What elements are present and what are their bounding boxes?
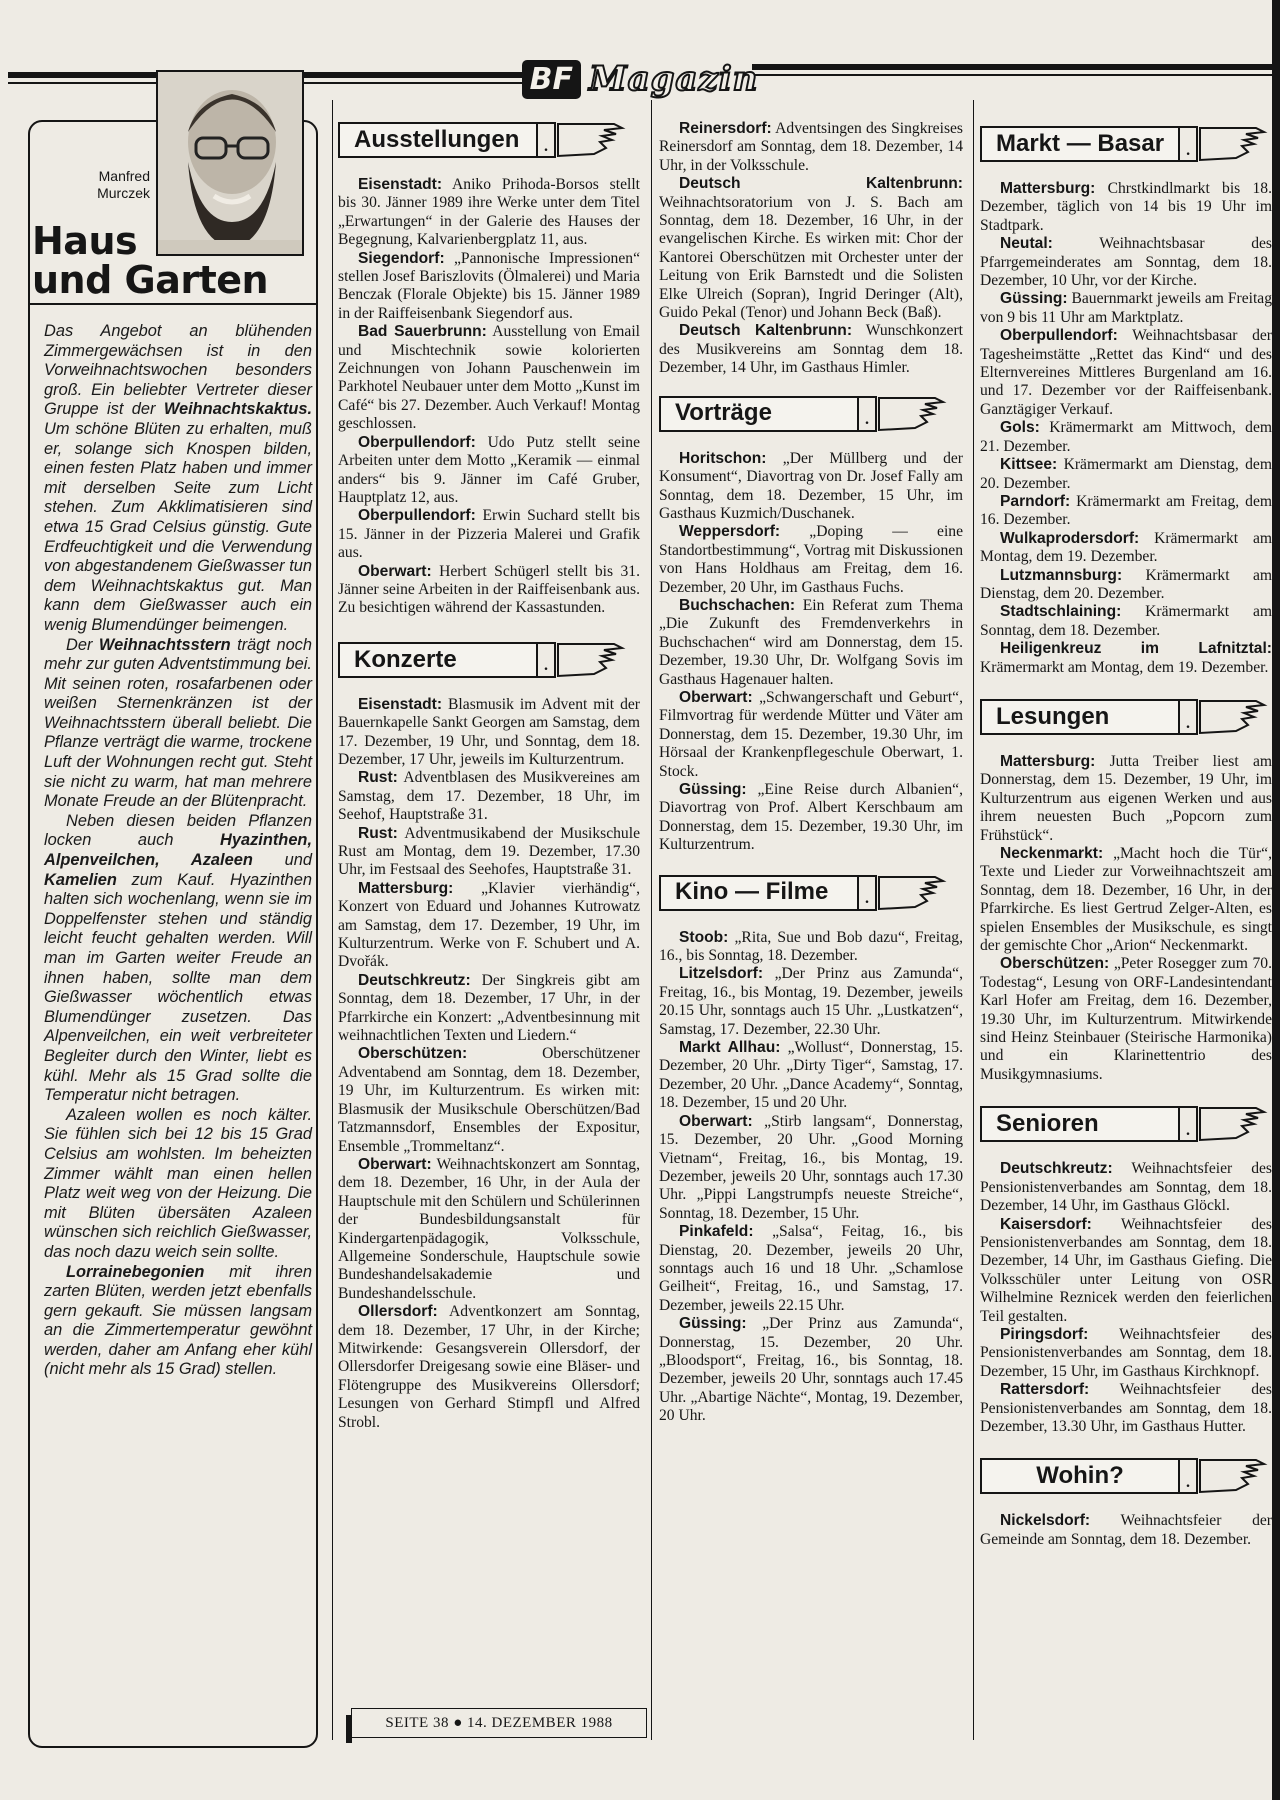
kino-list <box>659 929 963 1426</box>
event-entry <box>338 696 640 770</box>
event-text: „Salsa“, Feitag, 16., bis Dienstag, 20. Dezember, jeweils 20 Uhr, sonntags auch 16 und 18 Uhr. „Schamlose Geilheit“, Freitag, 16., und Samstag, 17. Dezember, jeweils 22.15 Uhr. <box>659 1223 963 1314</box>
event-text: Ein Referat zum Thema „Die Zukunft des Fremdenverkehrs in Buchschachen“ wird am Donnerstag, dem 15. Dezember, 19.30 Uhr, Dr. Wolfgang Sovis im Gasthaus Hagenauer halten. <box>659 596 963 688</box>
event-entry <box>980 180 1272 235</box>
feature-paragraph: Lorrainebegonien mit ihren zarten Blüten, werden jetzt ebenfalls gern gekauft. Sie müssen langsam an die Zimmertemperatur gewöhnt werden, daher am Anfang eher kühl (nicht mehr als 15 Grad) stellen. <box>44 1262 312 1379</box>
event-entry <box>980 1326 1272 1381</box>
section-dot: . <box>859 875 877 911</box>
event-place: Litzelsdorf: <box>679 965 764 983</box>
event-entry <box>659 965 963 1039</box>
event-entry <box>659 1223 963 1315</box>
feature-title: Haus und Garten <box>32 219 269 302</box>
event-text: Weihnachtsoratorium von J. S. Bach am Sonntag, dem 18. Dezember, 16 Uhr, in der evangelischen Kirche. Es wirken mit: Chor der Kantorei Oberschützen mit Orchester unter der Leitung von Erik Barnstedt und die Solisten Elke Ulreich (Sopran), Ingrid Deringer (Alt), Guido Pekal (Tenor) und Johann Beck (Baß). <box>659 193 963 322</box>
event-entry <box>659 120 963 175</box>
event-entry <box>338 1303 640 1432</box>
konzerte-continued-list <box>659 120 963 378</box>
wohin-list <box>980 1512 1272 1549</box>
section-dot: . <box>1180 699 1198 735</box>
masthead-rule-right <box>752 64 1272 70</box>
section-dot: . <box>1180 1458 1198 1494</box>
event-text: „Der Prinz aus Zamunda“, Donnerstag, 15. Dezember, 20 Uhr. „Bloodsport“, Freitag, 16., bis Sonntag, 18. Dezember, jeweils 20 Uhr, sonntags auch 17.45 Uhr. „Abartige Nächte“, Montag, 19. Dezember, 20 Uhr. <box>659 1315 963 1425</box>
event-entry <box>980 1512 1272 1549</box>
event-place: Eisenstadt: <box>358 695 443 713</box>
event-entry <box>338 1156 640 1303</box>
event-entry <box>980 456 1272 493</box>
event-place: Güssing: <box>679 1315 747 1333</box>
title-underline <box>28 303 318 305</box>
event-place: Reinersdorf: <box>679 120 772 137</box>
event-place: Oberpullendorf: <box>1000 327 1118 345</box>
event-text: Krämermarkt am Sonntag, dem 18. Dezember. <box>980 603 1272 639</box>
event-place: Oberpullendorf: <box>358 507 476 525</box>
event-text: „Stirb langsam“, Donnerstag, 15. Dezember, 20 Uhr. „Good Morning Vietnam“, Freitag, 16., bis Montag, 19. Dezember, jeweils 20 Uhr, sonntags auch 17.30 Uhr. „Pippi Langstrumpfs neueste Streiche“, Sonntag, 18. Dezember, 15 Uhr. <box>659 1112 963 1222</box>
event-entry <box>659 175 963 322</box>
event-text: Weihnachtskonzert am Sonntag, dem 18. Dezember, 16 Uhr, in der Aula der Hauptschule mit den Schülern und Schülerinnen der Bundesbildungsanstalt für Kindergartenpädagogik, Volksschule, Allgemeine Sonderschule, Hauptschule sowie Bundeshandelsakademie und Bundeshandelsschule. <box>338 1155 640 1302</box>
event-entry <box>338 507 640 562</box>
section-heading: Lesungen <box>980 699 1180 735</box>
event-place: Buchschachen: <box>679 596 796 614</box>
event-entry <box>659 781 963 855</box>
event-text: „Der Prinz aus Zamunda“, Freitag, 16., bis Montag, 19. Dezember, jeweils 20.15 Uhr, sonntags auch 15 Uhr. „Lustkatzen“, Samstag, 17. Dezember, 22.30 Uhr. <box>659 965 963 1038</box>
event-entry <box>980 955 1272 1084</box>
event-text: Weihnachtsbasar des Pfarrgemeinderates am Sonntag, dem 18. Dezember, 10 Uhr, vor der Kirche. <box>980 235 1272 290</box>
section-header-markt <box>980 124 1272 164</box>
pointing-hand-icon <box>1198 1104 1268 1144</box>
event-place: Oberpullendorf: <box>358 433 476 451</box>
section-title: Magazin <box>588 59 759 99</box>
event-text: „Rita, Sue und Bob dazu“, Freitag, 16., bis Sonntag, 18. Dezember. <box>659 928 963 965</box>
section-heading: Vorträge <box>659 396 859 432</box>
event-text: Weihnachtsfeier der Gemeinde am Sonntag, dem 18. Dezember. <box>980 1512 1272 1548</box>
section-header-senioren <box>980 1104 1272 1144</box>
lesungen-list <box>980 753 1272 1084</box>
event-entry <box>980 603 1272 640</box>
event-place: Güssing: <box>679 781 747 798</box>
event-entry <box>980 530 1272 567</box>
event-text: Adventkonzert am Sonntag, dem 18. Dezember, 17 Uhr, in der Kirche; Mitwirkende: Gesangsverein Ollersdorf, der Ollersdorfer Dreigesang sowie eine Bläser- und Flötengruppe des Musikvereins Ollersdorf; Lesungen von Gerhard Stimpfl und Alfred Strobl. <box>338 1303 640 1431</box>
event-place: Piringsdorf: <box>1000 1325 1089 1343</box>
section-header-vortraege <box>659 394 963 434</box>
section-header-lesungen <box>980 697 1272 737</box>
event-place: Weppersdorf: <box>679 523 781 541</box>
section-heading: Ausstellungen <box>338 122 538 158</box>
event-place: Deutsch Kaltenbrunn: <box>679 322 853 340</box>
event-entry <box>980 640 1272 677</box>
event-text: Chrstkindlmarkt bis 18. Dezember, täglich von 14 bis 19 Uhr im Stadtpark. <box>980 180 1272 234</box>
event-entry <box>338 323 640 433</box>
event-entry <box>659 689 963 781</box>
pointing-hand-icon <box>556 640 626 680</box>
section-dot: . <box>538 122 556 158</box>
event-place: Oberwart: <box>358 562 432 580</box>
section-heading: Markt — Basar <box>980 126 1180 162</box>
feature-paragraph: Neben diesen beiden Pflanzen locken auch Hyazinthen, Alpenveilchen, Azaleen und Kamelien zum Kauf. Hyazinthen halten sich wochenlang, wenn sie im Doppelfenster stehen und ständig leicht feucht gehalten werden. Will man im Garten weiter Freude an ihnen haben, sollte man dem Gießwasser wöchentlich etwas Blumendünger zusetzen. Das Alpenveilchen, ein weit verbreiteter Begleiter durch den Winter, liebt es kühl. Mehr als 15 Grad sollte die Temperatur nicht betragen. <box>44 811 312 1105</box>
event-text: Weihnachtsfeier des Pensionistenverbandes am Sonntag, dem 18. Dezember, 15 Uhr, im Gasthaus Kirchknopf. <box>980 1325 1272 1380</box>
pointing-hand-icon <box>877 394 947 434</box>
event-entry <box>980 419 1272 456</box>
author-name: Manfred Murczek <box>97 168 150 201</box>
event-text: Bauernmarkt jeweils am Freitag von 9 bis 11 Uhr am Marktplatz. <box>980 290 1272 326</box>
event-place: Stadtschlaining: <box>1000 603 1122 621</box>
ausstellungen-list <box>338 176 640 618</box>
event-entry <box>980 1381 1272 1436</box>
event-entry <box>338 880 640 972</box>
event-entry <box>659 450 963 524</box>
event-text: Krämermarkt am Dienstag, dem 20. Dezember. <box>980 456 1272 492</box>
column-divider <box>973 100 974 1740</box>
event-place: Neckenmarkt: <box>1000 845 1104 862</box>
event-place: Lutzmannsburg: <box>1000 566 1123 584</box>
event-text: Wunschkonzert des Musikvereins am Sonntag dem 18. Dezember, 14 Uhr, im Gasthaus Himler. <box>659 322 963 377</box>
event-text: „Der Müllberg und der Konsument“, Diavortrag von Dr. Josef Fally am Sonntag, dem 18. Dezember, 15 Uhr, im Gasthaus Kuzmich/Duschanek. <box>659 449 963 522</box>
event-place: Gols: <box>1000 419 1040 437</box>
masthead-logo <box>529 54 759 104</box>
vortraege-list <box>659 450 963 855</box>
event-place: Güssing: <box>1000 290 1068 308</box>
event-text: Weihnachtsfeier des Pensionistenverbandes am Sonntag, dem 18. Dezember, 14 Uhr, im Gasthaus Glöckl. <box>980 1160 1272 1215</box>
event-place: Rattersdorf: <box>1000 1381 1090 1399</box>
column-3 <box>659 120 963 1426</box>
pointing-hand-icon <box>556 120 626 160</box>
section-heading: Senioren <box>980 1106 1180 1142</box>
event-text: Erwin Suchard stellt bis 15. Jänner in der Pizzeria Malerei und Grafik aus. <box>338 507 640 562</box>
event-entry <box>980 493 1272 530</box>
section-dot: . <box>1180 1106 1198 1142</box>
event-place: Horitschon: <box>679 449 767 467</box>
markt-list <box>980 180 1272 677</box>
event-place: Markt Allhau: <box>679 1039 781 1057</box>
event-text: „Pannonische Impressionen“ stellen Josef Bariszlovits (Ölmalerei) und Maria Benczak (Florale Objekte) bis 15. Jänner 1989 in der Raiffeisenbank Siegendorf aus. <box>338 249 640 322</box>
event-text: Krämermarkt am Dienstag, dem 20. Dezember. <box>980 566 1272 602</box>
event-place: Mattersburg: <box>1000 180 1096 197</box>
event-entry <box>980 1216 1272 1326</box>
event-text: Krämermarkt am Montag, dem 19. Dezember. <box>980 529 1272 566</box>
event-text: Aniko Prihoda-Borsos stellt bis 30. Jänner 1989 ihre Werke unter dem Titel „Erwartungen“ in der Galerie des Hauses der Begegnung, Kalvarienbergplatz 11, aus. <box>338 176 640 249</box>
page-footer: SEITE 38 ● 14. DEZEMBER 1988 <box>351 1708 647 1738</box>
konzerte-list <box>338 696 640 1432</box>
event-place: Wulkaprodersdorf: <box>1000 529 1140 547</box>
feature-body <box>44 322 312 1380</box>
event-place: Rust: <box>358 824 398 842</box>
event-place: Oberschützen: <box>1000 955 1110 973</box>
event-place: Oberschützen: <box>358 1045 468 1063</box>
event-place: Eisenstadt: <box>358 176 443 193</box>
pointing-hand-icon <box>1198 1456 1268 1496</box>
column-4 <box>980 120 1272 1750</box>
masthead-rule-right-thin <box>752 74 1272 76</box>
event-entry <box>338 176 640 250</box>
column-divider <box>332 100 333 1740</box>
feature-paragraph: Azaleen wollen es noch kälter. Sie fühlen sich bei 12 bis 15 Grad Celsius am wohlsten. Im beheizten Zimmer wählt man einen hellen Platz weit weg von der Heizung. Die mit Blüten übersäten Azaleen wünschen sich reichlich Gießwasser, das noch dazu weich sein sollte. <box>44 1105 312 1261</box>
event-entry <box>659 523 963 597</box>
senioren-list <box>980 1160 1272 1436</box>
section-header-wohin <box>980 1456 1272 1496</box>
event-place: Deutschkreutz: <box>1000 1160 1113 1178</box>
event-place: Parndorf: <box>1000 492 1071 510</box>
feature-paragraph: Der Weihnachtsstern trägt noch mehr zur guten Adventstimmung bei. Mit seinen roten, rosafarbenen oder weißen Sternenkränzen ist der Weihnachtsstern überall beliebt. Die Pflanze verträgt die warme, trockene Luft der Wohnungen recht gut. Steht sie nicht zu warm, hat man mehrere Monate Freude an der Blütenpracht. <box>44 635 312 811</box>
event-text: Adventblasen des Musikvereines am Samstag, dem 17. Dezember, 18 Uhr, im Seehof, Hauptstraße 31. <box>338 769 640 824</box>
pointing-hand-icon <box>1198 124 1268 164</box>
pointing-hand-icon <box>877 873 947 913</box>
section-header-kino <box>659 873 963 913</box>
event-entry <box>338 972 640 1046</box>
event-place: Rust: <box>358 769 398 787</box>
event-text: Krämermarkt am Montag, dem 19. Dezember. <box>980 658 1269 676</box>
event-text: Ausstellung von Email und Mischtechnik sowie kolorierten Zeichnungen von Johann Pauschenwein im Parkhotel Neubauer unter dem Motto „Kunst im Café“ bis 27. Dezember. Auch Verkauf! Montag geschlossen. <box>338 323 640 433</box>
section-header-ausstellungen <box>338 120 640 160</box>
event-entry <box>659 1113 963 1223</box>
section-dot: . <box>538 642 556 678</box>
event-place: Pinkafeld: <box>679 1223 754 1241</box>
event-place: Stoob: <box>679 928 729 946</box>
event-entry <box>659 322 963 377</box>
pointing-hand-icon <box>1198 697 1268 737</box>
event-text: Oberschützener Adventabend am Sonntag, dem 18. Dezember, 19 Uhr, im Kulturzentrum. Es wirken mit: Blasmusik der Musikschule Oberschützen/Bad Tatzmannsdorf, Ensembles der Expositur, Ensemble „Trommeltanz“. <box>338 1045 640 1155</box>
event-text: Jutta Treiber liest am Donnerstag, dem 15. Dezember, 19 Uhr, im Kulturzentrum aus eigenen Werken und aus ihrem neuesten Buch „Popcorn zum Frühstück“. <box>980 752 1272 844</box>
section-heading: Wohin? <box>980 1458 1180 1494</box>
event-entry <box>338 563 640 618</box>
event-text: Blasmusik im Advent mit der Bauernkapelle Sankt Georgen am Samstag, dem 17. Dezember, 19 Uhr, und Sonntag, dem 18. Dezember, 17 Uhr, jeweils im Kulturzentrum. <box>338 695 640 768</box>
event-text: Herbert Schügerl stellt bis 31. Jänner seine Arbeiten in der Raiffeisenbank aus. Zu besichtigen während der Kassastunden. <box>338 562 640 617</box>
event-text: Weihnachtsfeier des Pensionistenverbandes am Sonntag, dem 18. Dezember, 14 Uhr, im Gasthaus Giefing. Die Volksschüler unter Leitung von OSR Wilhelmine Reznicek werden den feierlichen Teil gestalten. <box>980 1215 1272 1325</box>
event-entry <box>338 434 640 508</box>
event-place: Siegendorf: <box>358 249 445 267</box>
column-divider <box>651 100 652 1740</box>
event-text: „Peter Rosegger zum 70. Todestag“, Lesung von ORF-Landesintendant Karl Hofer am Freitag, dem 16. Dezember, 19.30 Uhr, im Kulturzentrum. Mitwirkende sind Heinz Steinbauer (Steirische Harmonika) und ein Klarinettentrio des Musikgymnasiums. <box>980 955 1272 1083</box>
event-place: Ollersdorf: <box>358 1303 438 1321</box>
event-place: Oberwart: <box>679 688 753 706</box>
event-entry <box>659 1039 963 1113</box>
event-place: Heiligenkreuz im Lafnitztal: <box>1000 640 1272 658</box>
event-text: „Eine Reise durch Albanien“, Diavortrag von Prof. Albert Kerschbaum am Donnerstag, dem 15. Dezember, 19.30 Uhr, im Kulturzentrum. <box>659 781 963 854</box>
event-place: Bad Sauerbrunn: <box>358 323 487 341</box>
event-text: Weihnachtsfeier des Pensionistenverbandes am Sonntag, dem 18. Dezember, 13.30 Uhr, im Gasthaus Hutter. <box>980 1381 1272 1435</box>
event-entry <box>659 597 963 689</box>
section-heading: Kino — Filme <box>659 875 859 911</box>
event-text: „Doping — eine Standortbestimmung“, Vortrag mit Diskussionen von Hans Holdhaus am Freitag, dem 16. Dezember, 20 Uhr, im Gasthaus Fuchs. <box>659 523 963 596</box>
bf-logo: BF <box>522 60 581 99</box>
event-entry <box>659 929 963 966</box>
event-entry <box>659 1315 963 1425</box>
event-place: Oberwart: <box>679 1112 753 1130</box>
section-dot: . <box>859 396 877 432</box>
event-place: Mattersburg: <box>1000 752 1096 770</box>
event-text: Krämermarkt am Freitag, dem 16. Dezember. <box>980 492 1272 529</box>
event-entry <box>338 825 640 880</box>
feature-paragraph: Das Angebot an blühenden Zimmergewächsen ist in den Vorweihnachtswochen besonders groß. Ein beliebter Vertreter dieser Gruppe ist der Weihnachtskaktus. Um schöne Blüten zu erhalten, muß er, solange sich Knospen bilden, einen festen Platz haben und immer mit derselben Seite zum Licht stehen. Zum Akklimatisieren sind etwa 15 Grad Celsius günstig. Gute Erdfeuchtigkeit und die Verwendung von abgestandenem Gießwasser tun dem Weihnachtskaktus gut. Man kann dem Gießwasser auch ein wenig Blumendünger beimengen. <box>44 322 312 634</box>
event-text: „Wollust“, Donnerstag, 15. Dezember, 20 Uhr. „Dirty Tiger“, Samstag, 17. Dezember, 20 Uhr. „Dance Academy“, Sonntag, 18. Dezember, 15 und 20 Uhr. <box>659 1039 963 1112</box>
event-text: Udo Putz stellt seine Arbeiten unter dem Motto „Keramik — einmal anders“ bis 9. Jänner im Café Gruber, Hauptplatz 12, aus. <box>338 433 640 506</box>
event-entry <box>980 845 1272 955</box>
event-place: Neutal: <box>1000 235 1053 253</box>
event-place: Nickelsdorf: <box>1000 1512 1091 1530</box>
event-text: Weihnachtsbasar der Tagesheimstätte „Rettet das Kind“ und des Elternvereines Mittleres Burgenland am 16. und 17. Dezember vor der Raiffeisenbank. Ganztägiger Verkauf. <box>980 327 1272 418</box>
event-text: „Macht hoch die Tür“, Texte und Lieder zur Vorweihnachtszeit am Sonntag, dem 18. Dezember, 16 Uhr, in der Pfarrkirche. Es liest Gertrud Zelger-Alten, es spielen Ensembles der Musikschule, es singt der gemischte Chor „Arion“ Neckenmarkt. <box>980 845 1272 955</box>
event-entry <box>980 1160 1272 1215</box>
event-entry <box>338 250 640 324</box>
section-header-konzerte <box>338 640 640 680</box>
event-text: „Klavier vierhändig“, Konzert von Eduard und Johannes Kutrowatz am Samstag, dem 17. Dezember, 19 Uhr, im Kulturzentrum. Werke von F. Schubert und A. Dvořák. <box>338 879 640 971</box>
event-place: Kittsee: <box>1000 456 1058 474</box>
column-2 <box>338 116 640 1432</box>
event-place: Oberwart: <box>358 1155 432 1173</box>
event-text: Adventmusikabend der Musikschule Rust am Montag, dem 19. Dezember, 17.30 Uhr, im Festsaal des Seehofes, Hauptstraße 31. <box>338 824 640 879</box>
event-entry <box>338 769 640 824</box>
event-entry <box>980 753 1272 845</box>
event-place: Deutsch Kaltenbrunn: <box>679 175 963 193</box>
event-place: Deutschkreutz: <box>358 971 471 989</box>
event-place: Kaisersdorf: <box>1000 1215 1092 1233</box>
event-entry <box>980 327 1272 419</box>
event-text: „Schwangerschaft und Geburt“, Filmvortrag für werdende Mütter und Väter am Donnerstag, dem 15. Dezember, 19.30 Uhr, im Hörsaal der Krankenpflegeschule Oberwart, 1. Stock. <box>659 688 963 780</box>
event-entry <box>980 567 1272 604</box>
event-text: Krämermarkt am Mittwoch, dem 21. Dezember. <box>980 419 1272 455</box>
event-entry <box>980 290 1272 327</box>
section-dot: . <box>1180 126 1198 162</box>
section-heading: Konzerte <box>338 642 538 678</box>
page-edge-shadow <box>1272 0 1280 1800</box>
event-place: Mattersburg: <box>358 879 454 897</box>
event-text: Der Singkreis gibt am Sonntag, dem 18. Dezember, 17 Uhr, in der Pfarrkirche ein Konzert: „Adventbesinnung mit weihnachtlichen Texten und Liedern.“ <box>338 971 640 1045</box>
event-entry <box>980 235 1272 290</box>
event-entry <box>338 1045 640 1155</box>
event-text: Adventsingen des Singkreises Reinersdorf am Sonntag, dem 18. Dezember, 14 Uhr, in der Volksschule. <box>659 120 963 174</box>
